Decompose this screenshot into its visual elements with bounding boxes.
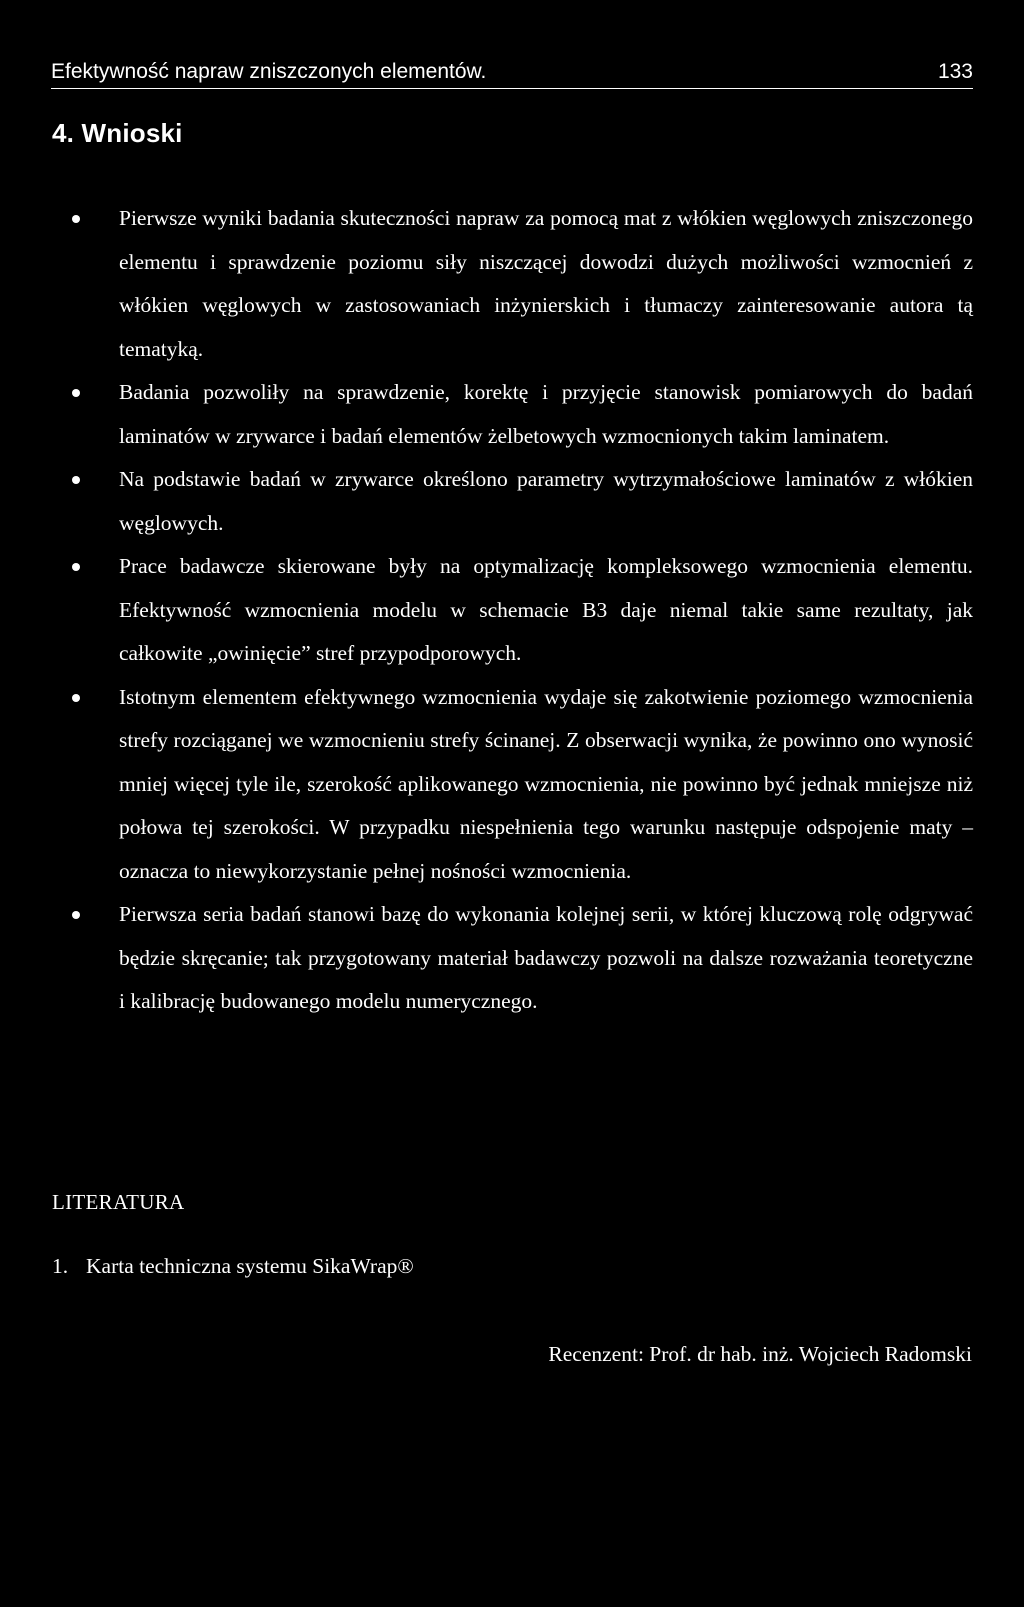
reference-number: 1.: [52, 1254, 69, 1278]
literature-heading: LITERATURA: [52, 1190, 185, 1214]
conclusion-text: Badania pozwoliły na sprawdzenie, korektę i przyjęcie stanowisk pomiarowych do badań laminatów w zrywarce i badań elementów żelbetowych wzmocnionych takim laminatem.: [119, 380, 973, 448]
conclusion-text: Na podstawie badań w zrywarce określono parametry wytrzymałościowe laminatów z włókien węglowych.: [119, 467, 973, 535]
bullet-icon: [72, 694, 80, 702]
running-title: Efektywność napraw zniszczonych elementów.: [51, 60, 487, 83]
page-number: 133: [937, 60, 973, 83]
reference-text: Karta techniczna systemu SikaWrap®: [86, 1254, 414, 1278]
conclusion-item: [0, 545, 1024, 676]
conclusion-item: [0, 458, 1024, 545]
bullet-icon: [72, 476, 80, 484]
conclusions-list: [0, 197, 1024, 1024]
bullet-icon: [72, 215, 80, 223]
references-list: [52, 1254, 414, 1279]
reviewer-note: Recenzent: Prof. dr hab. inż. Wojciech Radomski: [548, 1342, 972, 1366]
conclusion-item: [0, 197, 1024, 371]
bullet-icon: [72, 389, 80, 397]
bullet-icon: [72, 911, 80, 919]
conclusion-text: Prace badawcze skierowane były na optymalizację kompleksowego wzmocnienia elementu. Efektywność wzmocnienia modelu w schemacie B3 daje niemal takie same rezultaty, jak całkowite „owinięcie” stref przypodporowych.: [119, 554, 973, 665]
conclusion-item: [0, 371, 1024, 458]
conclusion-item: [0, 893, 1024, 1024]
conclusion-text: Pierwsza seria badań stanowi bazę do wykonania kolejnej serii, w której kluczową rolę odgrywać będzie skręcanie; tak przygotowany materiał badawczy pozwoli na dalsze rozważania teoretyczne i kalibrację budowanego modelu numerycznego.: [119, 902, 973, 1013]
bullet-icon: [72, 563, 80, 571]
conclusion-item: [0, 676, 1024, 894]
reference-item: [52, 1254, 414, 1279]
running-header: [51, 58, 973, 89]
section-heading: 4. Wnioski: [52, 118, 183, 148]
conclusion-text: Pierwsze wyniki badania skuteczności napraw za pomocą mat z włókien węglowych zniszczonego elementu i sprawdzenie poziomu siły niszczącej dowodzi dużych możliwości wzmocnień z włókien węglowych w zastosowaniach inżynierskich i tłumaczy zainteresowanie autora tą tematyką.: [119, 206, 973, 361]
conclusion-text: Istotnym elementem efektywnego wzmocnienia wydaje się zakotwienie poziomego wzmocnienia strefy rozciąganej we wzmocnieniu strefy ścinanej. Z obserwacji wynika, że powinno ono wynosić mniej więcej tyle ile, szerokość aplikowanego wzmocnienia, nie powinno być jednak mniejsze niż połowa tej szerokości. W przypadku niespełnienia tego warunku następuje odspojenie maty – oznacza to niewykorzystanie pełnej nośności wzmocnienia.: [119, 684, 973, 883]
